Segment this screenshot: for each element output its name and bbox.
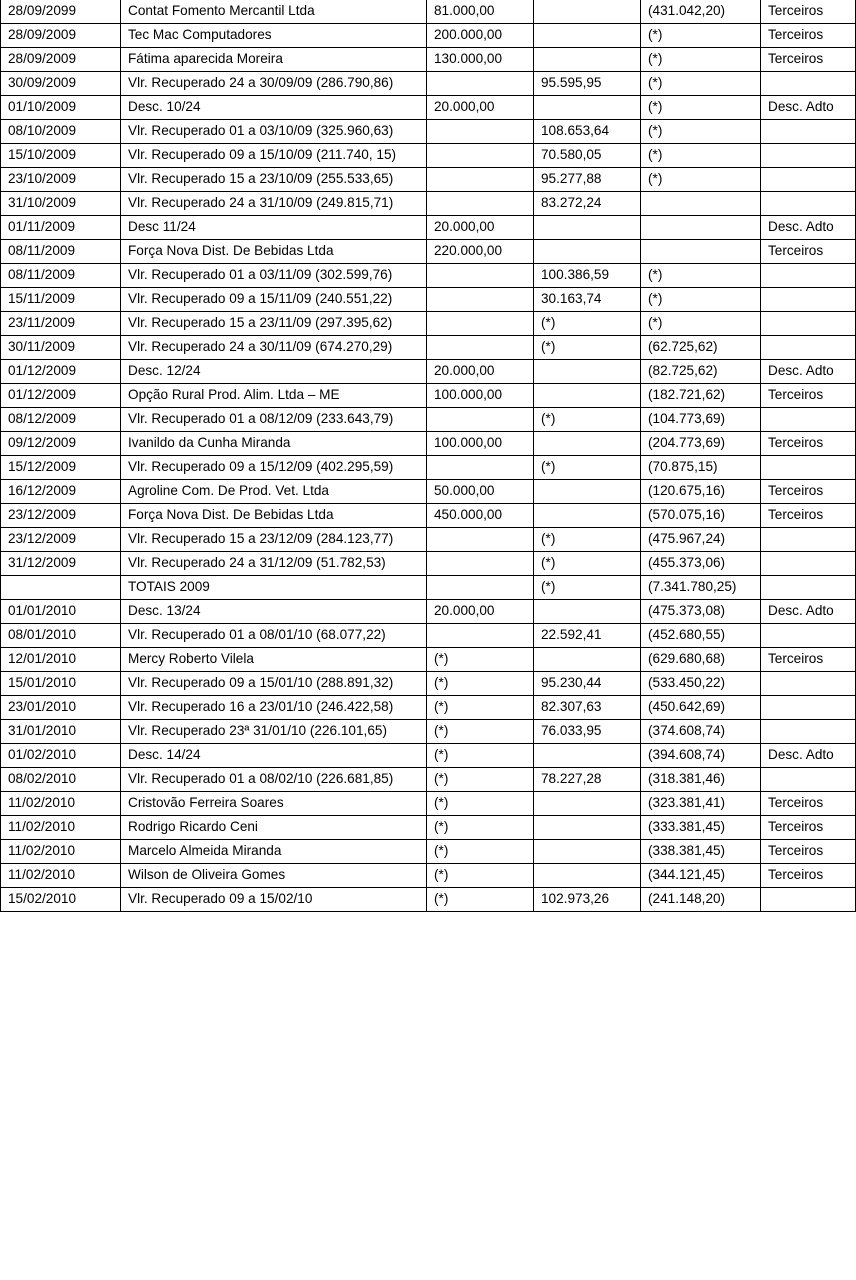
table-row — [1, 552, 856, 576]
table-row — [1, 864, 856, 888]
credit-cell — [534, 744, 641, 768]
balance-cell: (182.721,62) — [641, 384, 761, 408]
credit-cell: 95.277,88 — [534, 168, 641, 192]
note-cell — [761, 720, 856, 744]
debit-cell: 20.000,00 — [427, 96, 534, 120]
credit-cell: (*) — [534, 456, 641, 480]
credit-cell: 83.272,24 — [534, 192, 641, 216]
description-cell: Mercy Roberto Vilela — [121, 648, 427, 672]
credit-cell — [534, 240, 641, 264]
ledger-body — [1, 0, 856, 912]
date-cell: 01/10/2009 — [1, 96, 121, 120]
credit-cell: 108.653,64 — [534, 120, 641, 144]
debit-cell: (*) — [427, 840, 534, 864]
description-cell: Vlr. Recuperado 24 a 31/10/09 (249.815,71) — [121, 192, 427, 216]
date-cell: 15/10/2009 — [1, 144, 121, 168]
balance-cell: (*) — [641, 144, 761, 168]
table-row — [1, 576, 856, 600]
table-row — [1, 696, 856, 720]
table-row — [1, 792, 856, 816]
debit-cell: (*) — [427, 792, 534, 816]
description-cell: Opção Rural Prod. Alim. Ltda – ME — [121, 384, 427, 408]
credit-cell: (*) — [534, 576, 641, 600]
debit-cell — [427, 408, 534, 432]
note-cell: Terceiros — [761, 816, 856, 840]
note-cell — [761, 168, 856, 192]
table-row — [1, 528, 856, 552]
debit-cell: 81.000,00 — [427, 0, 534, 24]
table-row — [1, 192, 856, 216]
credit-cell: 78.227,28 — [534, 768, 641, 792]
debit-cell: 20.000,00 — [427, 360, 534, 384]
balance-cell: (7.341.780,25) — [641, 576, 761, 600]
description-cell: Vlr. Recuperado 01 a 08/01/10 (68.077,22) — [121, 624, 427, 648]
credit-cell — [534, 432, 641, 456]
debit-cell — [427, 72, 534, 96]
credit-cell: (*) — [534, 336, 641, 360]
description-cell: Desc. 10/24 — [121, 96, 427, 120]
table-row — [1, 432, 856, 456]
table-row — [1, 504, 856, 528]
description-cell: Vlr. Recuperado 23ª 31/01/10 (226.101,65) — [121, 720, 427, 744]
date-cell: 08/11/2009 — [1, 264, 121, 288]
description-cell: Marcelo Almeida Miranda — [121, 840, 427, 864]
balance-cell: (533.450,22) — [641, 672, 761, 696]
note-cell — [761, 144, 856, 168]
balance-cell — [641, 216, 761, 240]
table-row — [1, 48, 856, 72]
debit-cell: 20.000,00 — [427, 600, 534, 624]
table-row — [1, 816, 856, 840]
balance-cell: (338.381,45) — [641, 840, 761, 864]
table-row — [1, 96, 856, 120]
balance-cell — [641, 240, 761, 264]
table-row — [1, 216, 856, 240]
date-cell: 15/11/2009 — [1, 288, 121, 312]
debit-cell — [427, 576, 534, 600]
credit-cell: 30.163,74 — [534, 288, 641, 312]
note-cell: Desc. Adto — [761, 744, 856, 768]
balance-cell: (204.773,69) — [641, 432, 761, 456]
debit-cell: 50.000,00 — [427, 480, 534, 504]
credit-cell — [534, 384, 641, 408]
balance-cell: (344.121,45) — [641, 864, 761, 888]
description-cell: Desc 11/24 — [121, 216, 427, 240]
balance-cell: (104.773,69) — [641, 408, 761, 432]
note-cell — [761, 552, 856, 576]
debit-cell — [427, 624, 534, 648]
credit-cell — [534, 0, 641, 24]
note-cell — [761, 312, 856, 336]
balance-cell: (*) — [641, 288, 761, 312]
note-cell: Terceiros — [761, 432, 856, 456]
debit-cell: (*) — [427, 816, 534, 840]
date-cell: 11/02/2010 — [1, 840, 121, 864]
credit-cell — [534, 216, 641, 240]
note-cell: Terceiros — [761, 384, 856, 408]
debit-cell — [427, 288, 534, 312]
note-cell — [761, 72, 856, 96]
debit-cell: (*) — [427, 696, 534, 720]
credit-cell: 102.973,26 — [534, 888, 641, 912]
balance-cell: (*) — [641, 24, 761, 48]
note-cell — [761, 624, 856, 648]
note-cell — [761, 456, 856, 480]
debit-cell: 130.000,00 — [427, 48, 534, 72]
description-cell: Vlr. Recuperado 01 a 03/10/09 (325.960,63) — [121, 120, 427, 144]
debit-cell: 200.000,00 — [427, 24, 534, 48]
credit-cell: 22.592,41 — [534, 624, 641, 648]
note-cell: Terceiros — [761, 0, 856, 24]
description-cell: TOTAIS 2009 — [121, 576, 427, 600]
table-row — [1, 72, 856, 96]
date-cell: 01/02/2010 — [1, 744, 121, 768]
date-cell: 11/02/2010 — [1, 864, 121, 888]
note-cell: Desc. Adto — [761, 96, 856, 120]
balance-cell: (318.381,46) — [641, 768, 761, 792]
description-cell: Vlr. Recuperado 09 a 15/10/09 (211.740, 15) — [121, 144, 427, 168]
date-cell: 08/01/2010 — [1, 624, 121, 648]
credit-cell — [534, 792, 641, 816]
table-row — [1, 768, 856, 792]
date-cell: 28/09/2009 — [1, 48, 121, 72]
note-cell: Terceiros — [761, 48, 856, 72]
credit-cell: 95.230,44 — [534, 672, 641, 696]
note-cell: Terceiros — [761, 480, 856, 504]
description-cell: Desc. 13/24 — [121, 600, 427, 624]
balance-cell — [641, 192, 761, 216]
balance-cell: (452.680,55) — [641, 624, 761, 648]
date-cell: 08/02/2010 — [1, 768, 121, 792]
date-cell: 23/11/2009 — [1, 312, 121, 336]
table-row — [1, 648, 856, 672]
description-cell: Vlr. Recuperado 09 a 15/01/10 (288.891,32) — [121, 672, 427, 696]
balance-cell: (120.675,16) — [641, 480, 761, 504]
debit-cell — [427, 336, 534, 360]
debit-cell: (*) — [427, 648, 534, 672]
balance-cell: (374.608,74) — [641, 720, 761, 744]
description-cell: Vlr. Recuperado 24 a 30/09/09 (286.790,86) — [121, 72, 427, 96]
date-cell: 08/11/2009 — [1, 240, 121, 264]
description-cell: Vlr. Recuperado 09 a 15/11/09 (240.551,22) — [121, 288, 427, 312]
date-cell: 15/01/2010 — [1, 672, 121, 696]
description-cell: Vlr. Recuperado 09 a 15/12/09 (402.295,59) — [121, 456, 427, 480]
debit-cell: 220.000,00 — [427, 240, 534, 264]
description-cell: Vlr. Recuperado 01 a 08/12/09 (233.643,79) — [121, 408, 427, 432]
description-cell: Rodrigo Ricardo Ceni — [121, 816, 427, 840]
debit-cell — [427, 168, 534, 192]
debit-cell: 100.000,00 — [427, 432, 534, 456]
date-cell: 09/12/2009 — [1, 432, 121, 456]
debit-cell — [427, 144, 534, 168]
balance-cell: (475.373,08) — [641, 600, 761, 624]
table-row — [1, 144, 856, 168]
debit-cell: 100.000,00 — [427, 384, 534, 408]
credit-cell: (*) — [534, 552, 641, 576]
table-row — [1, 336, 856, 360]
credit-cell: (*) — [534, 528, 641, 552]
note-cell — [761, 336, 856, 360]
description-cell: Força Nova Dist. De Bebidas Ltda — [121, 240, 427, 264]
table-row — [1, 888, 856, 912]
balance-cell: (431.042,20) — [641, 0, 761, 24]
balance-cell: (629.680,68) — [641, 648, 761, 672]
date-cell: 28/09/2099 — [1, 0, 121, 24]
balance-cell: (394.608,74) — [641, 744, 761, 768]
date-cell: 01/11/2009 — [1, 216, 121, 240]
table-row — [1, 360, 856, 384]
date-cell: 01/12/2009 — [1, 384, 121, 408]
note-cell: Terceiros — [761, 24, 856, 48]
debit-cell — [427, 528, 534, 552]
balance-cell: (70.875,15) — [641, 456, 761, 480]
debit-cell: (*) — [427, 768, 534, 792]
credit-cell: (*) — [534, 312, 641, 336]
description-cell: Força Nova Dist. De Bebidas Ltda — [121, 504, 427, 528]
description-cell: Tec Mac Computadores — [121, 24, 427, 48]
credit-cell — [534, 480, 641, 504]
note-cell — [761, 408, 856, 432]
debit-cell: (*) — [427, 864, 534, 888]
date-cell: 28/09/2009 — [1, 24, 121, 48]
table-row — [1, 24, 856, 48]
table-row — [1, 840, 856, 864]
note-cell — [761, 288, 856, 312]
debit-cell — [427, 264, 534, 288]
note-cell — [761, 696, 856, 720]
date-cell: 30/11/2009 — [1, 336, 121, 360]
note-cell — [761, 120, 856, 144]
date-cell — [1, 576, 121, 600]
table-row — [1, 168, 856, 192]
table-row — [1, 120, 856, 144]
table-row — [1, 0, 856, 24]
balance-cell: (323.381,41) — [641, 792, 761, 816]
note-cell: Desc. Adto — [761, 216, 856, 240]
description-cell: Vlr. Recuperado 24 a 30/11/09 (674.270,29) — [121, 336, 427, 360]
date-cell: 16/12/2009 — [1, 480, 121, 504]
debit-cell — [427, 552, 534, 576]
note-cell: Desc. Adto — [761, 360, 856, 384]
credit-cell — [534, 864, 641, 888]
description-cell: Vlr. Recuperado 09 a 15/02/10 — [121, 888, 427, 912]
description-cell: Ivanildo da Cunha Miranda — [121, 432, 427, 456]
credit-cell: 95.595,95 — [534, 72, 641, 96]
balance-cell: (570.075,16) — [641, 504, 761, 528]
credit-cell: 70.580,05 — [534, 144, 641, 168]
note-cell: Terceiros — [761, 792, 856, 816]
date-cell: 01/01/2010 — [1, 600, 121, 624]
date-cell: 23/01/2010 — [1, 696, 121, 720]
description-cell: Vlr. Recuperado 15 a 23/10/09 (255.533,65) — [121, 168, 427, 192]
description-cell: Vlr. Recuperado 16 a 23/01/10 (246.422,58) — [121, 696, 427, 720]
date-cell: 31/10/2009 — [1, 192, 121, 216]
credit-cell — [534, 504, 641, 528]
date-cell: 31/01/2010 — [1, 720, 121, 744]
description-cell: Contat Fomento Mercantil Ltda — [121, 0, 427, 24]
credit-cell: 100.386,59 — [534, 264, 641, 288]
debit-cell: 20.000,00 — [427, 216, 534, 240]
balance-cell: (455.373,06) — [641, 552, 761, 576]
balance-cell: (450.642,69) — [641, 696, 761, 720]
credit-cell: 76.033,95 — [534, 720, 641, 744]
note-cell — [761, 192, 856, 216]
table-row — [1, 240, 856, 264]
note-cell: Terceiros — [761, 864, 856, 888]
debit-cell — [427, 120, 534, 144]
table-row — [1, 384, 856, 408]
note-cell — [761, 264, 856, 288]
credit-cell — [534, 96, 641, 120]
balance-cell: (241.148,20) — [641, 888, 761, 912]
debit-cell: (*) — [427, 888, 534, 912]
note-cell: Terceiros — [761, 648, 856, 672]
credit-cell — [534, 24, 641, 48]
table-row — [1, 744, 856, 768]
credit-cell — [534, 648, 641, 672]
debit-cell — [427, 456, 534, 480]
description-cell: Vlr. Recuperado 01 a 03/11/09 (302.599,76) — [121, 264, 427, 288]
date-cell: 11/02/2010 — [1, 792, 121, 816]
credit-cell — [534, 48, 641, 72]
table-row — [1, 312, 856, 336]
description-cell: Desc. 14/24 — [121, 744, 427, 768]
description-cell: Fátima aparecida Moreira — [121, 48, 427, 72]
table-row — [1, 672, 856, 696]
note-cell — [761, 888, 856, 912]
date-cell: 11/02/2010 — [1, 816, 121, 840]
balance-cell: (62.725,62) — [641, 336, 761, 360]
debit-cell — [427, 192, 534, 216]
table-row — [1, 264, 856, 288]
table-row — [1, 288, 856, 312]
balance-cell: (82.725,62) — [641, 360, 761, 384]
balance-cell: (*) — [641, 48, 761, 72]
debit-cell — [427, 312, 534, 336]
date-cell: 23/12/2009 — [1, 504, 121, 528]
balance-cell: (*) — [641, 96, 761, 120]
table-row — [1, 408, 856, 432]
date-cell: 15/12/2009 — [1, 456, 121, 480]
description-cell: Cristovão Ferreira Soares — [121, 792, 427, 816]
credit-cell: 82.307,63 — [534, 696, 641, 720]
note-cell — [761, 576, 856, 600]
balance-cell: (*) — [641, 72, 761, 96]
date-cell: 23/10/2009 — [1, 168, 121, 192]
debit-cell: (*) — [427, 672, 534, 696]
date-cell: 08/10/2009 — [1, 120, 121, 144]
description-cell: Vlr. Recuperado 15 a 23/11/09 (297.395,62) — [121, 312, 427, 336]
description-cell: Vlr. Recuperado 01 a 08/02/10 (226.681,85) — [121, 768, 427, 792]
note-cell — [761, 672, 856, 696]
balance-cell: (*) — [641, 264, 761, 288]
note-cell — [761, 768, 856, 792]
date-cell: 12/01/2010 — [1, 648, 121, 672]
note-cell: Terceiros — [761, 504, 856, 528]
credit-cell — [534, 840, 641, 864]
note-cell: Terceiros — [761, 240, 856, 264]
description-cell: Vlr. Recuperado 24 a 31/12/09 (51.782,53) — [121, 552, 427, 576]
balance-cell: (*) — [641, 120, 761, 144]
credit-cell — [534, 816, 641, 840]
note-cell: Terceiros — [761, 840, 856, 864]
date-cell: 01/12/2009 — [1, 360, 121, 384]
balance-cell: (*) — [641, 312, 761, 336]
description-cell: Desc. 12/24 — [121, 360, 427, 384]
credit-cell — [534, 360, 641, 384]
table-row — [1, 480, 856, 504]
debit-cell: 450.000,00 — [427, 504, 534, 528]
description-cell: Wilson de Oliveira Gomes — [121, 864, 427, 888]
credit-cell — [534, 600, 641, 624]
debit-cell: (*) — [427, 720, 534, 744]
table-row — [1, 624, 856, 648]
balance-cell: (475.967,24) — [641, 528, 761, 552]
note-cell: Desc. Adto — [761, 600, 856, 624]
description-cell: Agroline Com. De Prod. Vet. Ltda — [121, 480, 427, 504]
description-cell: Vlr. Recuperado 15 a 23/12/09 (284.123,77) — [121, 528, 427, 552]
table-row — [1, 456, 856, 480]
balance-cell: (333.381,45) — [641, 816, 761, 840]
debit-cell: (*) — [427, 744, 534, 768]
date-cell: 31/12/2009 — [1, 552, 121, 576]
balance-cell: (*) — [641, 168, 761, 192]
date-cell: 30/09/2009 — [1, 72, 121, 96]
date-cell: 08/12/2009 — [1, 408, 121, 432]
note-cell — [761, 528, 856, 552]
table-row — [1, 720, 856, 744]
credit-cell: (*) — [534, 408, 641, 432]
table-row — [1, 600, 856, 624]
date-cell: 15/02/2010 — [1, 888, 121, 912]
date-cell: 23/12/2009 — [1, 528, 121, 552]
